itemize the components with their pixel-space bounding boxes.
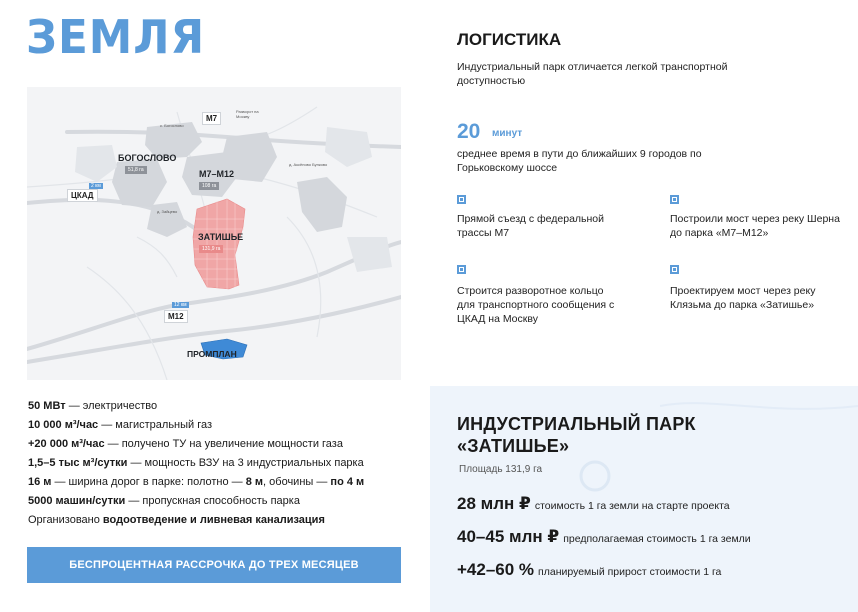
road-m12-km-badge: 12 км xyxy=(174,302,187,308)
bogoslovo-village-label: с. Богослово xyxy=(160,123,184,128)
feature-item: Строится разворотное кольцо для транспортного сообщения с ЦКАД на Москву xyxy=(457,285,615,325)
feature-item: Проектируем мост через реку Клязьма до парка «Затишье» xyxy=(670,285,816,311)
feature-item: Прямой съезд с федеральной трассы М7 xyxy=(457,213,605,239)
road-m12-sign: М12 xyxy=(164,310,188,323)
square-bullet-icon xyxy=(457,265,466,274)
feature-item: Построили мост через реку Шерна до парка «М7–М12» xyxy=(670,213,840,239)
page-title: ЗЕМЛЯ xyxy=(26,10,206,64)
zatishye-area-badge: 131,9 га xyxy=(199,245,223,253)
stat-row: +20 000 м³/час — получено ТУ на увеличение мощности газа xyxy=(28,438,343,450)
m7m12-label: М7–М12 xyxy=(199,169,235,179)
stat-row: Организовано водоотведение и ливневая канализация xyxy=(28,514,325,526)
park-area: Площадь 131,9 га xyxy=(459,464,543,475)
stat-row: 50 МВт — электричество xyxy=(28,400,158,412)
logistics-description: Индустриальный парк отличается легкой транспортной доступностью xyxy=(457,61,728,87)
road-ckad-km-badge: 2 км xyxy=(91,183,101,189)
square-bullet-icon xyxy=(457,195,466,204)
stat-row: 5000 машин/сутки — пропускная способность парка xyxy=(28,495,300,507)
park-title: ИНДУСТРИАЛЬНЫЙ ПАРК «ЗАТИШЬЕ» xyxy=(457,414,696,456)
akavino-label: д. Аксёново Бунково xyxy=(289,162,328,167)
square-bullet-icon xyxy=(670,265,679,274)
road-ckad-sign: ЦКАД xyxy=(67,189,98,202)
location-map xyxy=(27,87,401,380)
price-row: +42–60 % планируемый прирост стоимости 1 га xyxy=(457,560,722,579)
installment-button[interactable]: БЕСПРОЦЕНТНАЯ РАССРОЧКА ДО ТРЕХ МЕСЯЦЕВ xyxy=(27,547,401,583)
square-bullet-icon xyxy=(670,195,679,204)
razvorot-label: Разворот на Москву xyxy=(236,109,259,119)
road-m7-sign: М7 xyxy=(202,112,221,125)
price-row: 40–45 млн ₽ предполагаемая стоимость 1 га земли xyxy=(457,527,751,546)
utilities-stats xyxy=(28,397,364,530)
zatishye-label: ЗАТИШЬЕ xyxy=(198,232,244,242)
logistics-title: ЛОГИСТИКА xyxy=(457,30,562,49)
bogoslovo-area-badge: 51,8 га xyxy=(125,166,147,174)
promplan-label: ПРОМПЛАН xyxy=(187,349,237,359)
stat-row: 10 000 м³/час — магистральный газ xyxy=(28,419,213,431)
travel-minutes-value: 20 xyxy=(457,120,481,143)
travel-minutes-description: среднее время в пути до ближайших 9 городов по Горьковскому шоссе xyxy=(457,148,702,174)
stat-row: 16 м — ширина дорог в парке: полотно — 8 м, обочины — по 4 м xyxy=(28,476,365,488)
price-row: 28 млн ₽ стоимость 1 га земли на старте проекта xyxy=(457,494,730,513)
zaykovo-label: д. Зайцево xyxy=(157,209,178,214)
bogoslovo-label: БОГОСЛОВО xyxy=(118,153,177,163)
m7m12-area-badge: 108 га xyxy=(199,182,219,190)
travel-minutes-unit: минут xyxy=(492,128,523,139)
stat-row: 1,5–5 тыс м³/сутки — мощность ВЗУ на 3 индустриальных парка xyxy=(28,457,364,469)
